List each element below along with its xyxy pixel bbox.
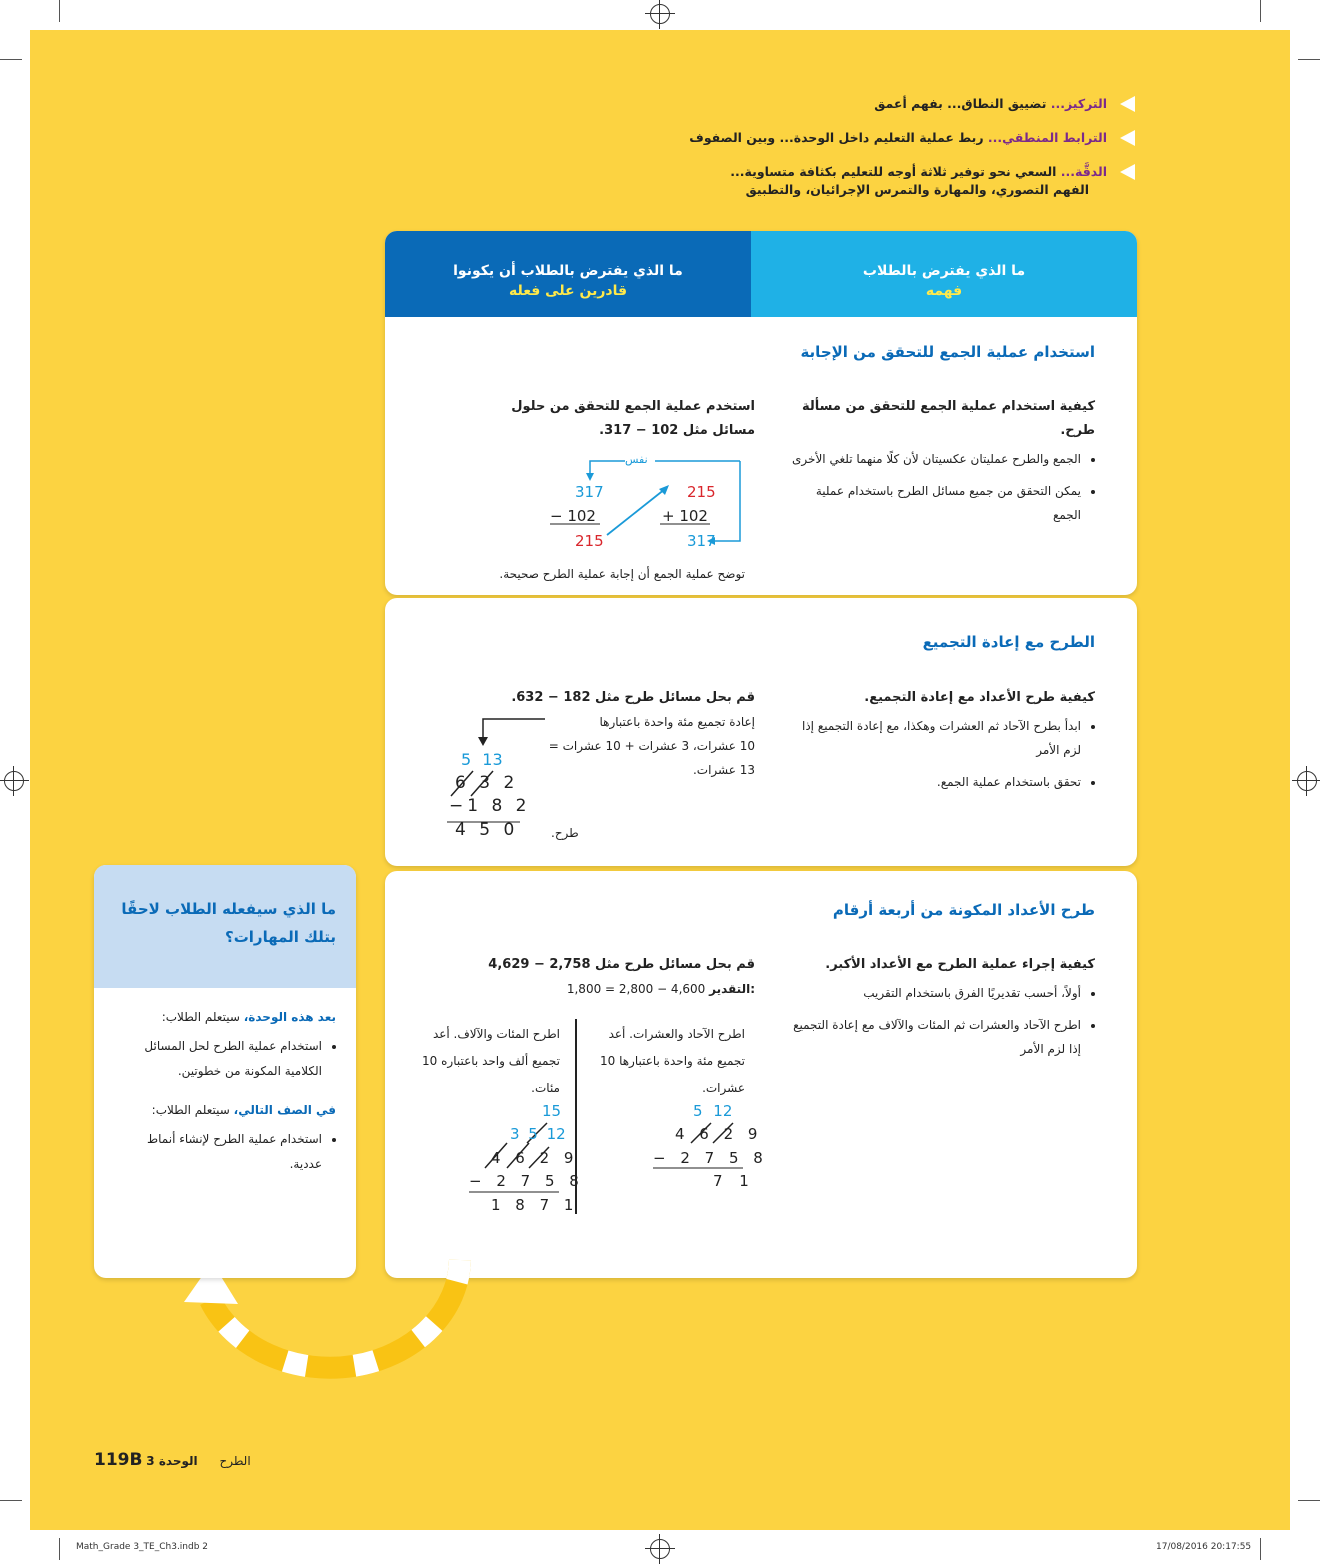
list-item: • أولاً، أحسب تقديريًا الفرق باستخدام التقريب [785,981,1081,1005]
sub-middle-number: − 102 [550,507,596,525]
step2-subtract-digits: − 2 7 5 8 [469,1172,584,1190]
crop-mark [59,1538,60,1560]
page-footer [94,1450,251,1470]
inverse-diagram [535,451,755,551]
crop-mark [0,59,22,60]
unit-label: الوحدة 3 [146,1454,198,1468]
arrow-line [483,719,545,739]
understand-column [785,686,1095,802]
arrow-line [590,461,625,473]
focus-text: تضييق النطاق... بفهم أعمق [874,96,1051,111]
card-regrouping [385,598,1137,866]
triangle-bullet-icon [1120,96,1135,112]
add-top-number: 215 [687,483,716,501]
focus-label: التركيز... [1050,96,1107,111]
list-item: • استخدام عملية الطرح لحل المسائل الكلامية المكونة من خطوتين. [116,1034,322,1084]
add-result-number: 317 [687,532,716,550]
estimate-value: 1,800 = 2,800 − 4,600 [566,982,706,996]
registration-mark-icon [650,4,670,24]
list-item: • تحقق باستخدام عملية الجمع. [785,770,1081,794]
slug-date: 17/08/2016 20:17:55 [1156,1542,1252,1552]
sub-result-number: 215 [575,532,604,550]
unit-name: الطرح [219,1454,251,1468]
triangle-bullet-icon [1120,130,1135,146]
step2-regroup-top: 15 [542,1102,562,1120]
crop-mark [1298,59,1320,60]
future-skills-body [116,1005,336,1185]
header-understand-line1: ما الذي يفترض بالطلاب [862,263,1026,279]
registration-mark-icon [650,1539,670,1559]
card-addition-check [385,231,1137,595]
column-heading: كيفية إجراء عملية الطرح مع الأعداد الأكبر. [825,957,1095,972]
crop-mark [1298,1500,1320,1501]
step1-text: اطرح الآحاد والعشرات. أعد تجميع مئة واحدة باعتبارها 10 عشرات. [599,1027,745,1095]
header-understand [751,231,1137,317]
rigor-line [335,163,1135,199]
section-title: طرح الأعداد المكونة من أربعة أرقام [832,901,1095,919]
arrow-line [715,461,740,541]
rigor-text: السعي نحو توفير ثلاثة أوجه للتعليم بكثافة متساوية... [730,164,1061,179]
add-middle-number: + 102 [662,507,708,525]
column-heading: كيفية استخدام عملية الجمع للتحقق من مسألة طرح. [802,399,1095,438]
understand-column [785,395,1095,535]
step2-top-digits: 4 6 2 9 [491,1149,579,1167]
registration-mark-icon [4,771,24,791]
coherence-line [335,129,1135,147]
step1-regroup-digits: 5 12 [693,1102,733,1120]
estimate-label: التقدير: [709,982,755,996]
result-digits: 4 5 0 [455,820,519,840]
section-title: الطرح مع إعادة التجميع [922,633,1095,651]
step1-subtract-digits: − 2 7 5 8 [653,1149,768,1167]
explanation-line: إعادة تجميع مئة واحدة باعتبارها [599,715,755,729]
list-item: • ابدأ بطرح الآحاد ثم العشرات وهكذا، مع إعادة التجميع إذا لزم الأمر [785,714,1081,762]
column-heading: قم بحل مسائل طرح مثل 182 − 632. [511,690,755,705]
step1-result-digits: 7 1 [713,1172,755,1190]
caption: توضح عملية الجمع أن إجابة عملية الطرح صحيحة. [499,567,745,581]
understand-column [785,953,1095,1069]
future-skills-title: ما الذي سيفعله الطلاب لاحقًا بتلك المهارات؟ [121,900,336,946]
arrow-line [607,489,665,535]
after-unit-label: بعد هذه الوحدة، [243,1010,336,1024]
crop-mark [59,0,60,22]
rigor-text-2: الفهم التصوري، والمهارة والتمرس الإجرائيان، والتطبيق [745,182,1089,197]
future-skills-box [94,865,356,1278]
slug-file: Math_Grade 3_TE_Ch3.indb 2 [76,1542,209,1552]
top-row-digits: 6 3 2 [455,773,519,793]
do-column [465,395,755,443]
list-item: • الجمع والطرح عمليتان عكسيتان لأن كلًا منهما تلغي الأخرى [785,447,1081,471]
intro-bullets [335,95,1135,215]
step2-result-digits: 1 8 7 1 [491,1196,579,1214]
coherence-label: الترابط المنطقي... [987,130,1107,145]
next-grade-text: سيتعلم الطلاب: [151,1103,234,1117]
crop-mark [1260,0,1261,22]
step2-regroup-digits: 3 5 12 [510,1125,566,1143]
arrow-head-icon [586,473,594,481]
explanation-line: 13 عشرات. [692,763,755,777]
header-do [385,231,751,317]
subtract-label: طرح. [551,826,579,840]
focus-line [335,95,1135,113]
header-do-line2: قادرين على فعله [509,283,627,299]
same-label: نفس [625,453,648,466]
section-title: استخدام عملية الجمع للتحقق من الإجابة [800,343,1095,361]
explanation-line: 10 عشرات، 3 عشرات + 10 عشرات = [548,739,755,753]
triangle-bullet-icon [1120,164,1135,180]
page-number: 119B [94,1450,143,1470]
crop-mark [1260,1538,1261,1560]
arrow-head-icon [478,737,488,746]
registration-mark-icon [1297,771,1317,791]
coherence-text: ربط عملية التعليم داخل الوحدة... وبين الصفوف [689,130,988,145]
next-grade-label: في الصف التالي، [233,1103,336,1117]
header-understand-line2: فهمه [925,283,963,299]
list-item: • استخدام عملية الطرح لإنشاء أنماط عددية. [116,1127,322,1177]
column-heading: قم بحل مسائل طرح مثل 2,758 − 4,629 [488,957,755,972]
regroup-digits: 5 13 [461,750,503,769]
step1-top-digits: 4 6 2 9 [675,1125,763,1143]
list-item: • اطرح الآحاد والعشرات ثم المئات والآلاف مع إعادة التجميع إذا لزم الأمر [785,1013,1081,1061]
column-heading: استخدم عملية الجمع للتحقق من حلول مسائل مثل 102 − 317. [511,399,755,438]
rigor-label: الدقَّة... [1060,164,1107,179]
list-item: • يمكن التحقق من جميع مسائل الطرح باستخدام عملية الجمع [785,479,1081,527]
step2-text: اطرح المئات والآلاف. أعد تجميع ألف واحد باعتباره 10 مئات. [422,1027,560,1095]
subtract-row-digits: −1 8 2 [449,796,531,816]
card-four-digit [385,871,1137,1278]
header-do-line1: ما الذي يفترض بالطلاب أن يكونوا [453,263,683,279]
column-heading: كيفية طرح الأعداد مع إعادة التجميع. [864,690,1095,705]
crop-mark [0,1500,22,1501]
sub-top-number: 317 [575,483,604,501]
after-unit-text: سيتعلم الطلاب: [161,1010,244,1024]
